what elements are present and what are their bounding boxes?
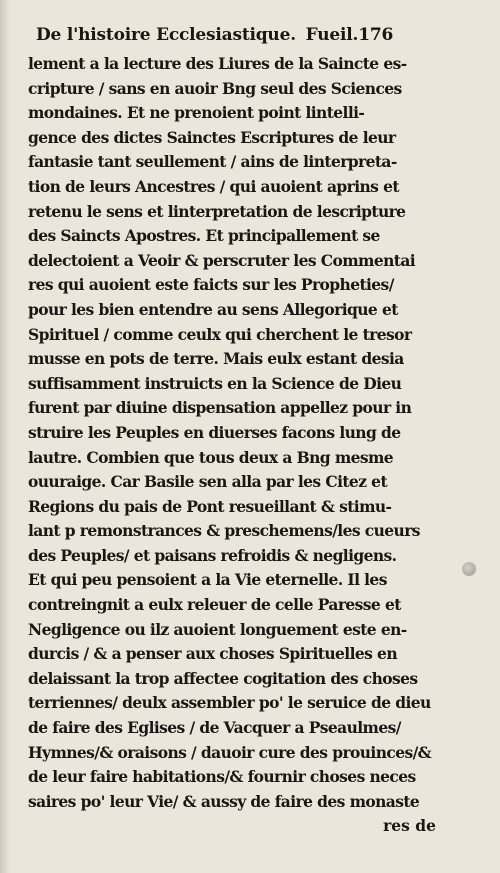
text-line: lement a la lecture des Liures de la Saincte es-	[28, 54, 407, 73]
text-line: res qui auoient este faicts sur les Propheties/	[28, 275, 394, 295]
text-line: des Peuples/ et paisans refroidis & negligens.	[28, 545, 397, 565]
text-line: Hymnes/& oraisons / dauoir cure des prouinces/&	[28, 742, 432, 762]
text-line: Spirituel / comme ceulx qui cherchent le tresor	[28, 324, 412, 344]
text-line: suffisamment instruicts en la Science de Dieu	[28, 373, 402, 393]
text-line: terriennes/ deulx assembler po' le seruice de dieu	[28, 693, 431, 713]
catchword: res de	[383, 816, 436, 836]
running-header	[28, 20, 448, 50]
text-line: contreingnit a eulx releuer de celle Paresse et	[28, 595, 401, 615]
text-line: Negligence ou ilz auoient longuement este en-	[28, 619, 407, 639]
text-line: tion de leurs Ancestres / qui auoient aprins et	[28, 176, 399, 196]
gutter-shadow	[0, 0, 10, 873]
text-line: pour les bien entendre au sens Allegorique et	[28, 299, 398, 319]
text-line: des Saincts Apostres. Et principallement se	[28, 226, 380, 246]
body-text	[28, 52, 448, 814]
paper-hole	[462, 562, 476, 576]
text-line: Regions du pais de Pont resueillant & stimu-	[28, 496, 392, 516]
text-line: cripture / sans en auoir Bng seul des Sciences	[28, 78, 402, 98]
text-line: fantasie tant seullement / ains de linterpreta-	[28, 152, 397, 172]
text-block	[28, 20, 448, 838]
text-line: Et qui peu pensoient a la Vie eternelle. Il les	[28, 570, 387, 590]
text-line: lant p remonstrances & preschemens/les cueurs	[28, 521, 420, 541]
text-line: lautre. Combien que tous deux a Bng mesme	[28, 447, 394, 467]
text-line: furent par diuine dispensation appellez pour in	[28, 398, 412, 418]
text-line: retenu le sens et linterpretation de lescripture	[28, 201, 406, 221]
text-line: delectoient a Veoir & perscruter les Commentai	[28, 250, 416, 270]
text-line: delaissant la trop affectee cogitation des choses	[28, 668, 418, 688]
text-line: gence des dictes Sainctes Escriptures de leur	[28, 127, 396, 147]
text-line: ouuraige. Car Basile sen alla par les Citez et	[28, 472, 388, 492]
text-line: durcis / & a penser aux choses Spirituelles en	[28, 644, 397, 664]
text-line: mondaines. Et ne prenoient point lintelli-	[28, 103, 365, 123]
folio-number: Fueil.176	[305, 25, 394, 45]
text-line: musse en pots de terre. Mais eulx estant desia	[28, 349, 404, 369]
text-line: saires po' leur Vie/ & aussy de faire des monaste	[28, 791, 420, 811]
text-line: de faire des Eglises / de Vacquer a Pseaulmes/	[28, 718, 401, 738]
running-title: De l'histoire Ecclesiastique.	[36, 25, 296, 45]
text-line: de leur faire habitations/& fournir choses neces	[28, 767, 416, 787]
text-line: struire les Peuples en diuerses facons lung de	[28, 422, 401, 442]
